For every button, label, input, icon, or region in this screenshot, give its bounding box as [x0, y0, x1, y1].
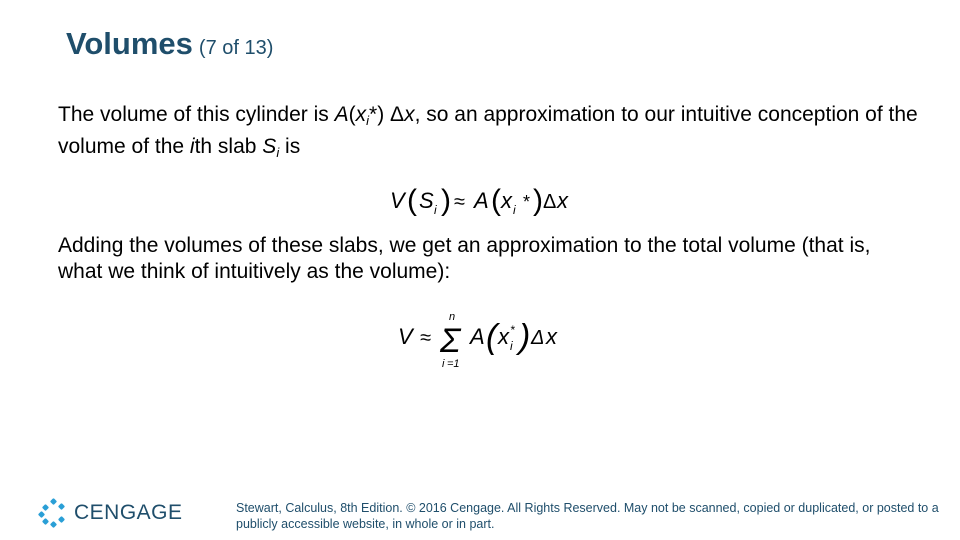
svg-text:(: (	[486, 318, 498, 356]
svg-text:x: x	[546, 324, 557, 349]
p1-x: x	[355, 103, 367, 126]
svg-text:=1: =1	[447, 358, 460, 370]
svg-text:i: i	[434, 203, 437, 217]
svg-text:*: *	[510, 323, 515, 337]
svg-text:x: x	[498, 324, 509, 349]
p1-star: *	[369, 103, 378, 126]
equation-1	[390, 184, 580, 222]
svg-text:n: n	[449, 311, 456, 323]
svg-text:i: i	[442, 358, 445, 370]
p1-delta: Δ	[384, 103, 405, 126]
p1-A: A	[334, 103, 349, 126]
p1-x2: x	[404, 103, 415, 126]
svg-text:Δ: Δ	[531, 327, 545, 349]
svg-text:i: i	[510, 339, 513, 353]
paragraph-1	[58, 102, 918, 166]
p1-S: S	[262, 135, 277, 158]
cengage-logo	[38, 498, 183, 528]
svg-text:V: V	[390, 188, 405, 213]
svg-text:A: A	[470, 324, 485, 349]
svg-text:S: S	[419, 188, 434, 213]
title-main: Volumes	[66, 26, 193, 61]
cengage-logo-icon	[38, 498, 68, 528]
p1-paren-close: )	[377, 103, 385, 126]
svg-text:i: i	[513, 203, 516, 217]
p1-i-sub: i	[366, 113, 370, 128]
svg-text:≈: ≈	[420, 327, 431, 349]
p1-text-a: The volume of this cylinder is	[58, 103, 335, 126]
svg-text:Σ: Σ	[440, 322, 461, 360]
p1-text-b: , so an approximation to our intuitive conception of the volume of the	[58, 103, 918, 158]
p1-i-sub2: i	[276, 145, 280, 160]
p1-i: i	[189, 135, 195, 158]
svg-text:): )	[441, 184, 451, 217]
p1-text-d: is	[279, 135, 301, 158]
svg-text:): )	[519, 318, 531, 356]
equation-2	[398, 310, 578, 372]
paragraph-2: Adding the volumes of these slabs, we get an approximation to the total volume (that is, what we think of intuitively as the volume):	[58, 234, 871, 283]
svg-text:*: *	[523, 192, 531, 212]
svg-text:): )	[533, 184, 543, 217]
p1-paren-open: (	[348, 103, 356, 126]
svg-text:x: x	[557, 188, 568, 213]
svg-text:x: x	[501, 188, 512, 213]
svg-text:(: (	[407, 184, 417, 217]
svg-text:(: (	[491, 184, 501, 217]
svg-text:Δ: Δ	[543, 191, 557, 213]
title-subtitle: (7 of 13)	[198, 37, 274, 59]
svg-text:V: V	[398, 324, 413, 349]
copyright-notice: Stewart, Calculus, 8th Edition. © 2016 Cengage. All Rights Reserved. May not be scanned, copied or duplicated, or posted to a publicly accessible website, in whole or in part.	[236, 501, 939, 531]
slide-title	[66, 28, 273, 59]
svg-text:A: A	[474, 188, 489, 213]
p1-text-c: th slab	[194, 135, 263, 158]
cengage-logo-text: CENGAGE	[74, 501, 183, 524]
svg-text:≈: ≈	[454, 191, 465, 213]
